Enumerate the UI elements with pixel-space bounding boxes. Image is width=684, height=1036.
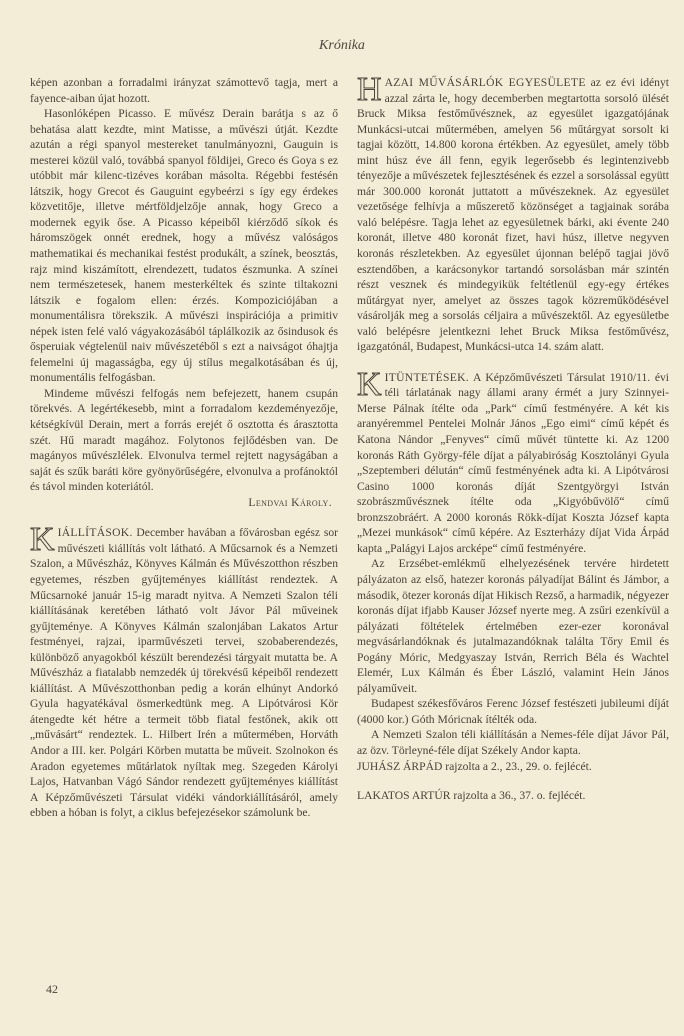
running-header: Krónika: [319, 38, 365, 53]
section-kiallitasok: [30, 521, 338, 820]
page-number: 42: [46, 982, 58, 996]
right-column: [357, 71, 669, 804]
credit-name: JUHÁSZ ÁRPÁD: [357, 759, 443, 773]
section-text: December havában a fővárosban egész sor művészeti kiállítás volt látható. A Műcsarnok és a Nemzeti Szalon, a Művészház, Könyves Kálmán és Művészotthon részben egyetemes, részben gyűjteményes kiállítást rendeztek. A Műcsarnoké január 15-ig maradt nyitva. A Nemzeti Szalon téli kiállításának keretében látható volt Jávor Pál műveinek gyűjteménye. A Könyves Kálmán szalonjában Lakatos Artur festményei, rajzai, iparművészeti tervei, szobaberendezés, különböző anyagokból készült berendezési tárgyait mutatta be. A Művészház a fiatalabb nemzedék új törekvésű képeiből rendezett kiállítást. A Művészotthonban pedig a korán elhúnyt Andorkó Gyula hagyatékával ösmerkedtünk meg. A Lipótvárosi Kör átengedte két hétre a termeit több fiatal festőnek, akik ott „művásárt“ rendeztek. L. Hilbert Irén a műtermében, Horváth Andor a III. ker. Polgári Körben mutatta be műveit. Szolnokon és Aradon egyetemes műtárlatok nyíltak meg. Szegeden Károlyi Lajos, Hatvanban Vágó Sándor rendezett gyűjteményes kiállítást A Képzőművészeti Társulat vidéki vándorkiállításáról, amely ebben a hóban is folyt, a ciklus befejezésekor számolunk be.: [30, 526, 338, 820]
paragraph: Az Erzsébet-emlékmű elhelyezésének tervére hirdetett pályázaton az első, hatezer koronás pályadíjat Bálint és Jámbor, a második, ötezer koronás díjat Hikisch Rezső, a harmadik, négyezer koronás díjat ifjabb Kauser József nyerte meg. A zsűri ezenkívül a pályázati föltételek értelmében ezer-ezer koronával megvásárlandóknak és jutalmazandóknak találta Tőry Emil és Pogány Móric, Medgyaszay István, Rerrich Béla és Wachtel Elemér, Lux Kálmán és Éber László, valamint Hein János pályaműveit.: [357, 557, 669, 695]
paragraph: A Nemzeti Szalon téli kiállításán a Nemes-féle díjat Jávor Pál, az özv. Törleyné-féle díjat Székely Andor kapta.: [357, 728, 669, 757]
credit-text: rajzolta a 36., 37. o. fejlécét.: [450, 789, 586, 803]
credit-text: rajzolta a 2., 23., 29. o. fejlécét.: [442, 759, 592, 773]
credit-name: LAKATOS ARTÚR: [357, 789, 451, 803]
section-text: A Képzőművészeti Társulat 1910/11. évi téli tárlatának nagy állami arany érmét a jury Szinnyei-Merse Pálnak ítélte oda „Park“ című festményére. A két kis aranyéremmel Pentelei Molnár János „Ego eimi“ című képét és Katona Nándor „Fenyves“ című művét tüntette ki. Az 1200 koronás Ráth György-féle díjat a pályabiróság Kosztolányi Gyula „Szeptemberi délután“ című festményének adta ki. A Lipótvárosi Casino 1000 koronás díját Szentgyörgyi István szobrászművésznek ítélte oda „Kigyóbűvölő“ című bronzszobráért. A 2000 koronás Rökk-díjat Koszta József kapta „Mezei munkások“ című képére. Az Eszterházy díjat Vida Árpád kapta „Palágyi Lajos arcképe“ című festményére.: [357, 370, 669, 555]
illustration-credit: [357, 788, 669, 804]
left-column: [30, 75, 338, 821]
author-signature: Lendvai Károly.: [248, 495, 332, 509]
paragraph: Mindeme művészi felfogás nem befejezett, hanem csupán törekvés. A legértékesebb, mint a forradalom kezdeményezője, kétségkívül Derain, mert a forrás erejét ő osztotta és árasztotta szét. Hű maradt magához. Folytonos fejlődésben van. De magányos művészlélek. Elvonulva termel rejtett nagyságában a saját és szűk baráti köre gyönyörűségére, elvonulva a profánoktól és távol minden koteriától.: [30, 386, 338, 494]
drop-cap: H: [357, 71, 382, 108]
illustration-credit: [357, 759, 669, 775]
section-heading: ITÜNTETÉSEK.: [384, 370, 469, 384]
drop-cap: K: [30, 521, 55, 559]
section-kituntetesek: [357, 365, 669, 557]
section-text: az ez évi idényt azzal zárta le, hogy decemberben megtartotta sorsoló ülését Bruck Miksa festőművésznek, az egyesület igazgatójának Munkácsi-utcai műtermében, amelyen 56 műtárgyat sorsolt ki tagjai között, 14.800 korona értékben. Az egyesület, amely több mint húsz éve áll fenn, egyik legerősebb és legintenzivebb tényezője a művészetek fejlesztésének és ezzel a sorsolással együtt már 300.000 koronát juttatott a művészeknek. Az egyesület vezetősége felhívja a műszerető közönséget a tagjainak sorába való belépésre. Tagja lehet az egyesületnek bárki, aki évente 240 koronát, illetve 480 koronát fizet, havi húsz, illetve negyven koronás részletekben. Az egyesület újonnan belépő tagjai jövő esztendőben, a karácsonykor tartandó sorsolásban már szintén részt vesznek és mindegyikük feltétlenül egy-egy értékes műtárgyat nyer, amelyet az összes tagok közreműködésével vásárolják meg a sorsolás céljaira a művészektől. Az egyesületbe való belépésre jelentkezni lehet Bruck Miksa festőművész, igazgatónál, Budapest, Munkácsi-utca 14. szám alatt.: [357, 76, 669, 354]
section-heading: AZAI MŰVÁSÁRLÓK EGYESÜLETE: [384, 76, 586, 89]
section-muvasarlok: [357, 71, 669, 355]
paragraph: képen azonban a forradalmi irányzat számottevő tagja, mert a fayence-aiban újat hozott.: [30, 76, 338, 105]
paragraph: Budapest székesfőváros Ferenc József festészeti jubileumi díját (4000 kor.) Góth Móricnak ítélték oda.: [357, 697, 669, 726]
paragraph: Hasonlóképen Picasso. E művész Derain barátja s az ő behatása alatt kezdte, mint Matisse, a művészi útját. Kezdte azután a régi spanyol mestereket tanulmányozni, Gauguin is mesterei közül való, továbbá spanyol földijei, Greco és Goya s ez utóbbit már kilenc-tizéves korában másolta. Régebbi festésén látszik, hogy Grecot és Gauguint egybeérzi s így egy érdekes közvetitője, illetve mértföldjelzője annak, hogy Greco a modernek egyik őse. A Picasso képeiből kiérződő síkok és háromszögek onnét erednek, hogy a művész valóságos mathematikai és mechanikai festést produkált, a színek, beosztás, rajz mind kiszámított, elrendezett, tudatos észmunka. A színei nem természetesek, hanem mesterkéltek és szinte tiltakozni látszik e fogalom ellen: érzés. Kompoziciójában a monumentálisra törekszik. A művészi inspirációja a primitiv népek isten felé való vágyakozásából táplálkozik az ősindusok és ősperuiak végtelenül naiv művészetéből s ezt a naivságot óhajtja felemelni új magasságba, egy új stílus megalkotásában és új, monumentális felfogásban.: [30, 107, 338, 385]
drop-cap: K: [357, 365, 382, 403]
section-heading: IÁLLÍTÁSOK.: [57, 526, 133, 540]
